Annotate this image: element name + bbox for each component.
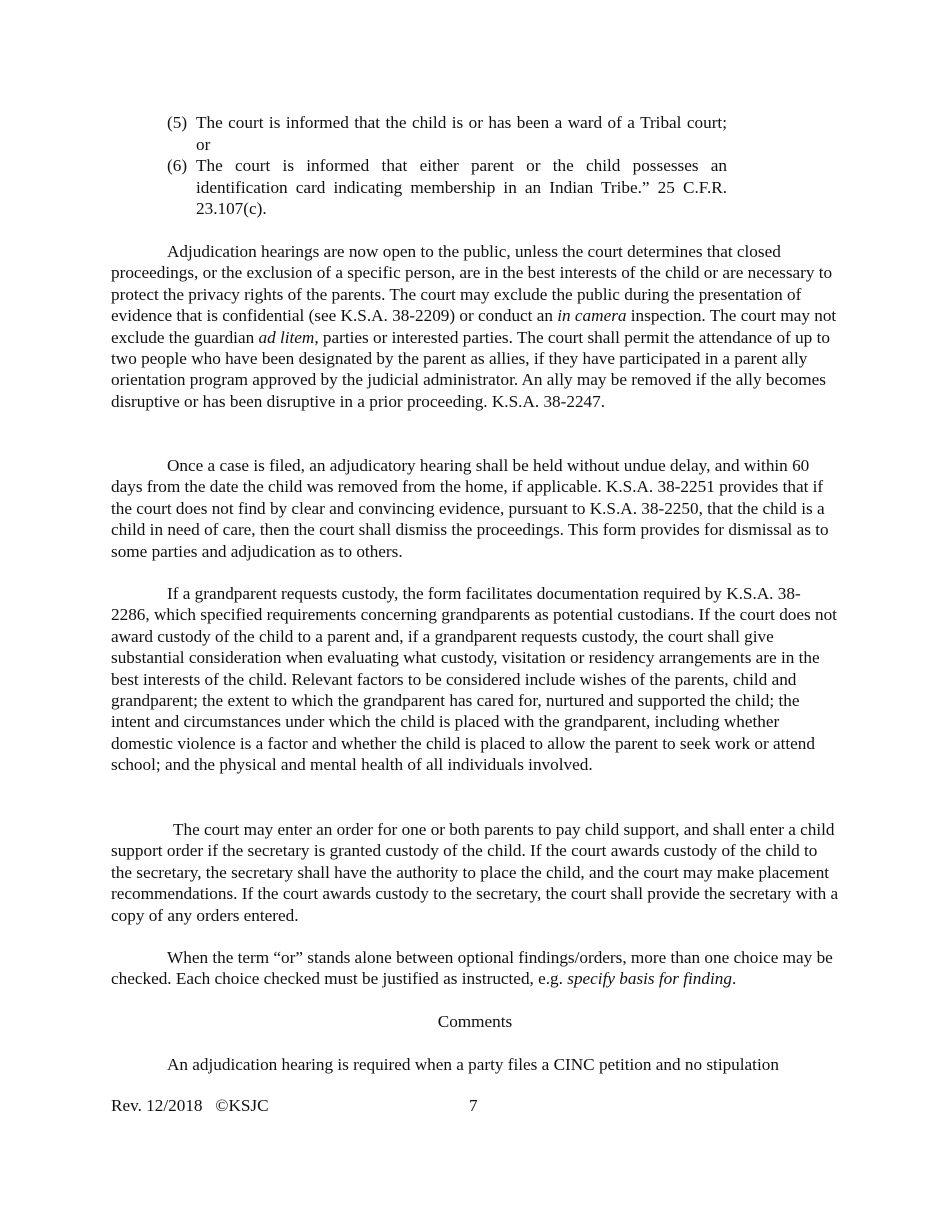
footer-copyright: ©KSJC bbox=[215, 1096, 269, 1115]
paragraph-italic: ad litem bbox=[258, 327, 315, 347]
paragraph-comments: An adjudication hearing is required when a party files a CINC petition and no stipulation bbox=[167, 1055, 779, 1074]
paragraph-text: inspection. The court may not exclude the guardian bbox=[111, 306, 837, 347]
paragraph-text: . bbox=[731, 969, 737, 989]
list-item-text: The court is informed that either parent or the child possesses an identification card indicating membership in an Indian Tribe.” 25 C.F.R. 23.107(c). bbox=[196, 156, 727, 218]
paragraph-italic: in camera bbox=[557, 306, 627, 326]
numbered-list bbox=[167, 112, 727, 220]
paragraph-italic: specify basis for finding bbox=[567, 969, 732, 989]
paragraph-text: , parties or interested parties. The court shall permit the attendance of up to two people who have been designated by the parent as allies, if they have participated in a parent ally orientation program approved by the judicial administrator. An ally may be removed if the ally becomes disruptive or has been disruptive in a prior proceeding. K.S.A. 38-2247. bbox=[111, 327, 830, 411]
comments-heading: Comments bbox=[437, 1012, 513, 1031]
list-item bbox=[167, 155, 727, 220]
paragraph-optional-findings bbox=[111, 947, 839, 990]
list-item bbox=[167, 112, 727, 155]
paragraph-public-hearings bbox=[111, 241, 839, 412]
page-number: 7 bbox=[469, 1096, 478, 1115]
footer-revision-date: Rev. 12/2018 bbox=[111, 1096, 203, 1115]
paragraph-text: When the term “or” stands alone between optional findings/orders, more than one choice may be checked. Each choice checked must be justified as instructed, e.g. bbox=[111, 948, 833, 989]
list-item-number: (5) bbox=[167, 113, 188, 132]
list-item-number: (6) bbox=[167, 156, 188, 175]
paragraph-adjudicatory-hearing: Once a case is filed, an adjudicatory hearing shall be held without undue delay, and within 60 days from the date the child was removed from the home, if applicable. K.S.A. 38-2251 provides that if the court does not find by clear and convincing evidence, pursuant to K.S.A. 38-2250, that the child is a child in need of care, then the court shall dismiss the proceedings. This form provides for dismissal as to some parties and adjudication as to others. bbox=[111, 456, 829, 561]
paragraph-child-support: The court may enter an order for one or both parents to pay child support, and shall enter a child support order if the secretary is granted custody of the child. If the court awards custody of the child to the secretary, the secretary shall have the authority to place the child, and the court may make placement recommendations. If the court awards custody to the secretary, the court shall provide the secretary with a copy of any orders entered. bbox=[111, 820, 839, 925]
list-item-text: The court is informed that the child is or has been a ward of a Tribal court; or bbox=[196, 113, 727, 154]
footer-revision bbox=[111, 1096, 269, 1116]
paragraph-grandparent-custody: If a grandparent requests custody, the form facilitates documentation required by K.S.A. 38-2286, which specified requirements concerning grandparents as potential custodians. If the court does not award custody of the child to a parent and, if a grandparent requests custody, the court shall give substantial consideration when evaluating what custody, visitation or residency arrangements are in the best interests of the child. Relevant factors to be considered include wishes of the parents, child and grandparent; the extent to which the grandparent has cared for, nurtured and supported the child; the intent and circumstances under which the child is placed with the grandparent, including whether domestic violence is a factor and whether the child is placed to allow the parent to seek work or attend school; and the physical and mental health of all individuals involved. bbox=[111, 584, 837, 775]
paragraph-text: Adjudication hearings are now open to the public, unless the court determines that closed proceedings, or the exclusion of a specific person, are in the best interests of the child or are necessary to protect the privacy rights of the parents. The court may exclude the public during the presentation of evidence that is confidential (see K.S.A. 38-2209) or conduct an bbox=[111, 242, 833, 326]
